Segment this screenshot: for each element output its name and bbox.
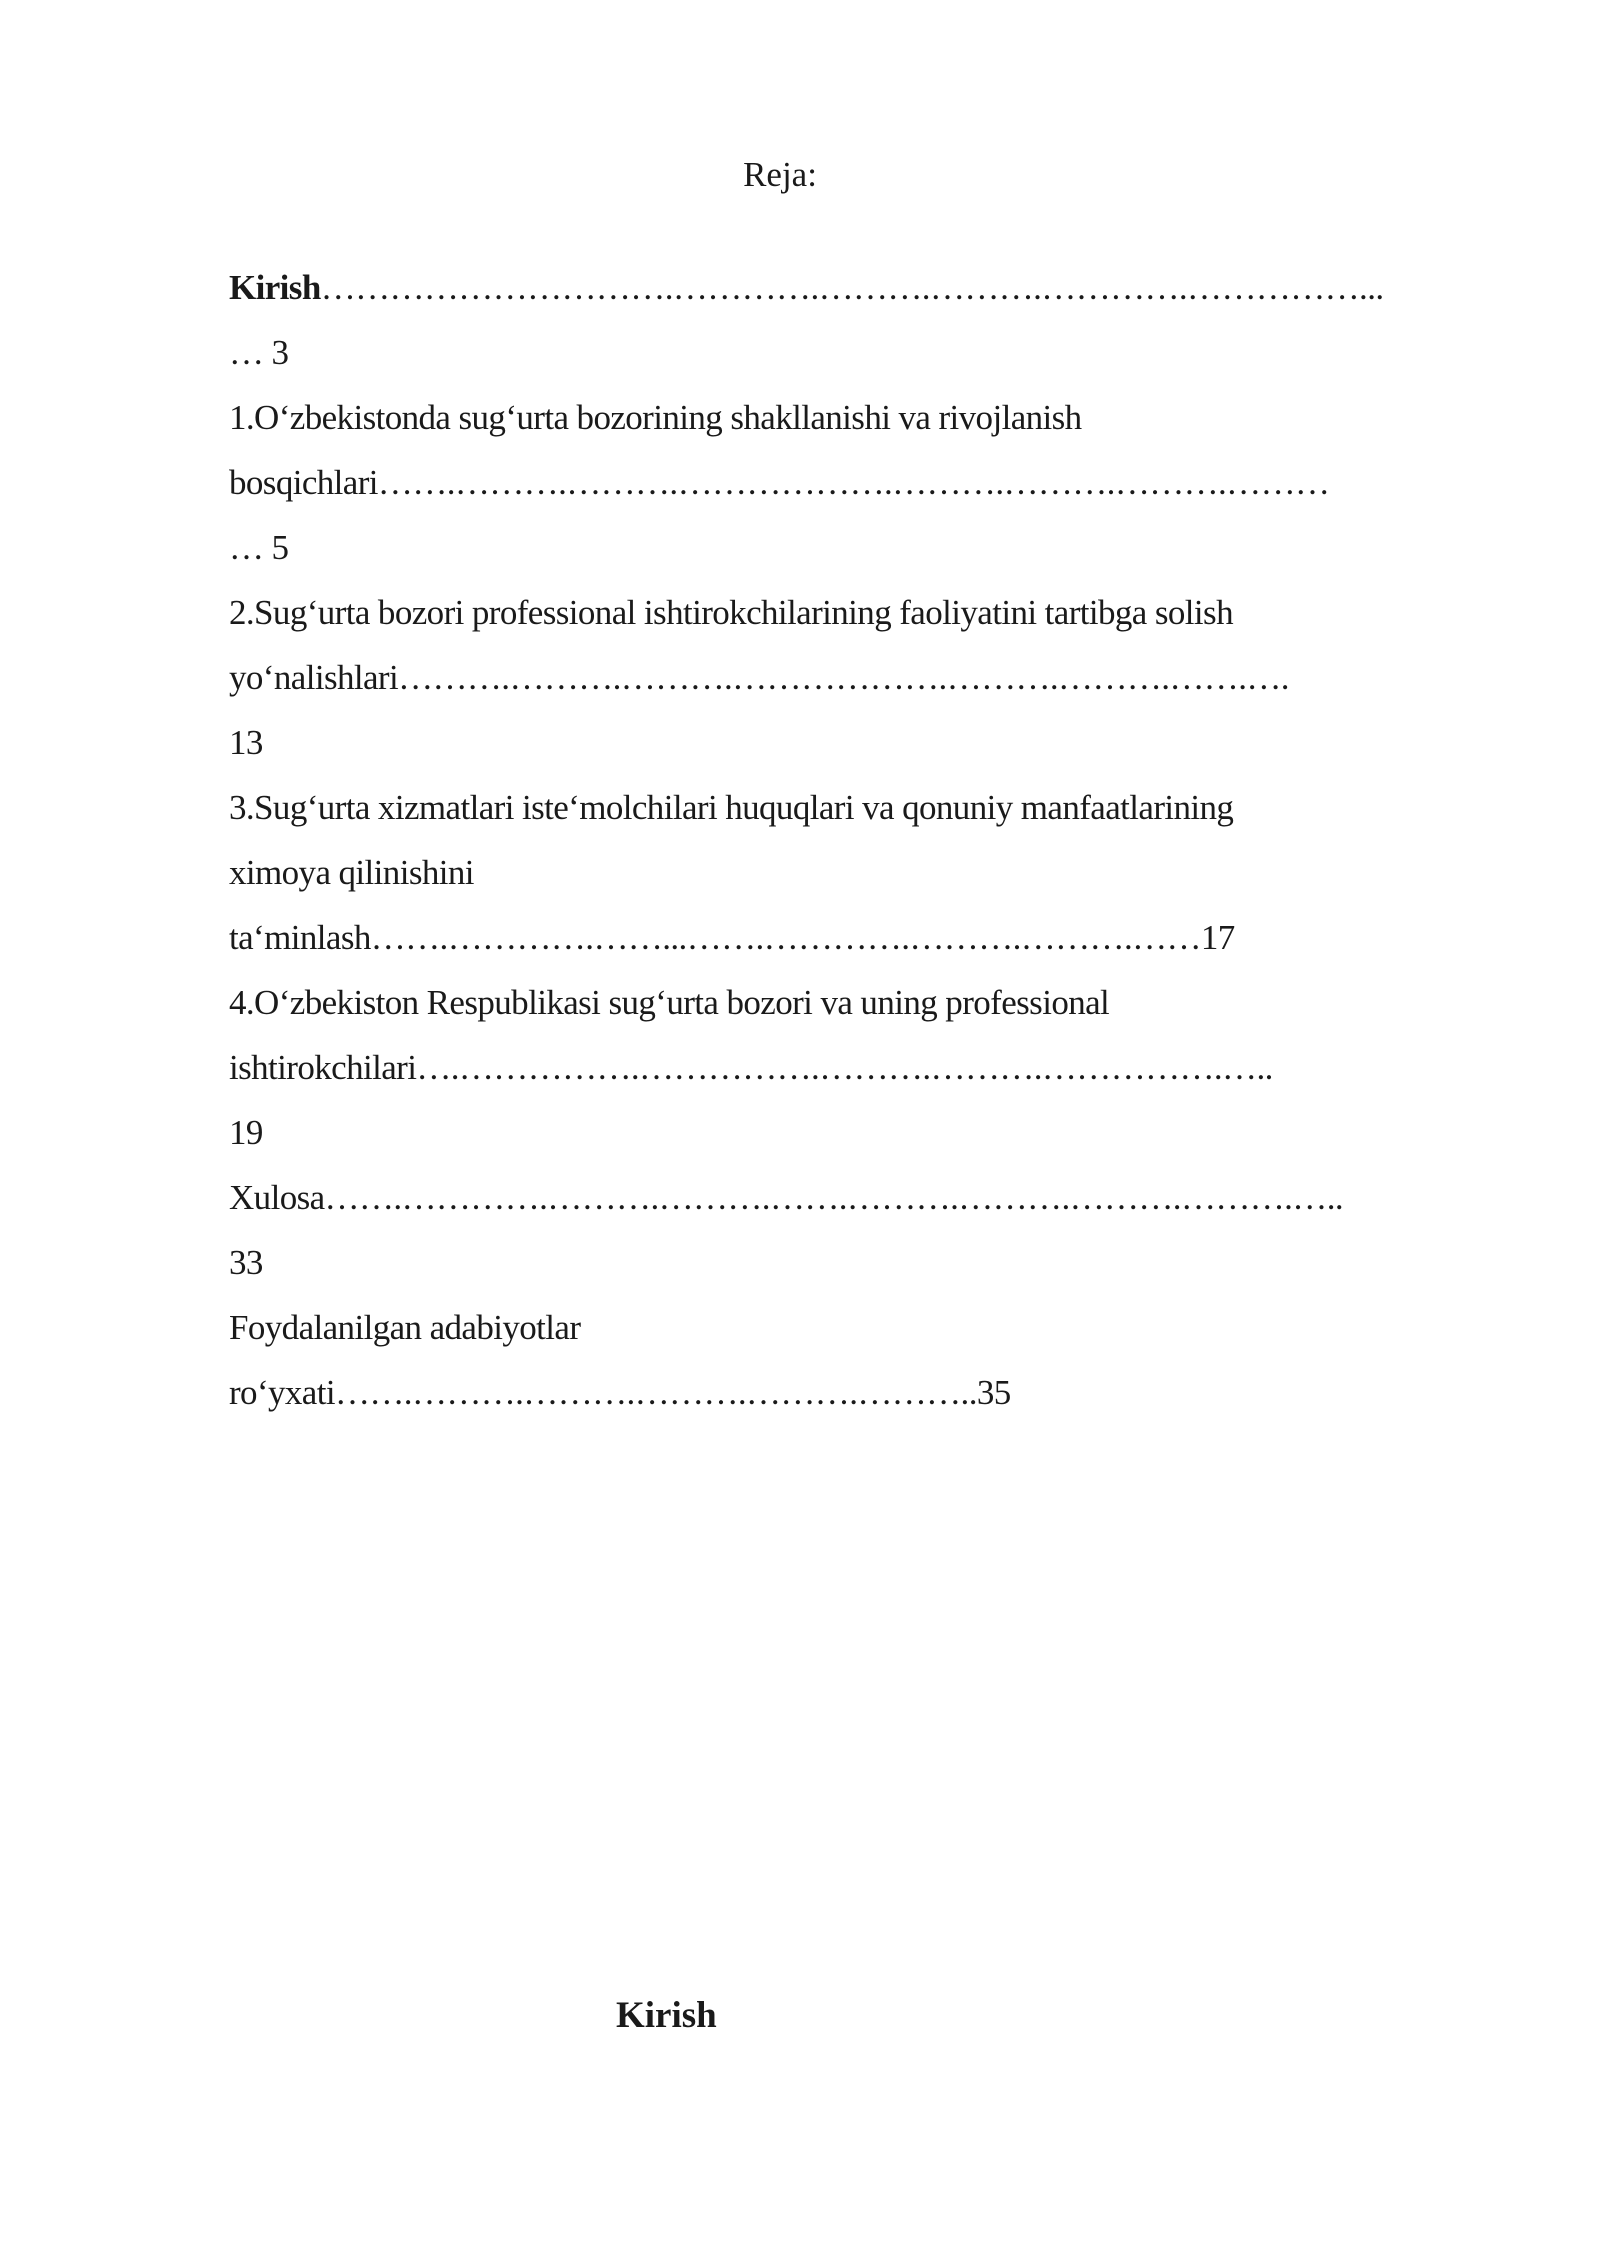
- toc-entry-leader: ………………………….………….……….……….………….……………...: [320, 268, 1384, 307]
- toc-line: 2.Sug‘urta bozori professional ishtirokchilarining faoliyatini tartibga solish: [229, 593, 1233, 632]
- toc-line: ishtirokchilari….…………….…………….……….……….…………….…..: [229, 1048, 1273, 1087]
- toc-line: Foydalanilgan adabiyotlar: [229, 1308, 581, 1347]
- toc-line: … 3: [229, 333, 289, 372]
- toc-line: yo‘nalishlari……….……….……….……………….……….……….…….….: [229, 658, 1289, 697]
- toc-line: 33: [229, 1243, 263, 1282]
- toc-line: 13: [229, 723, 263, 762]
- page-title: Reja:: [743, 155, 817, 194]
- section-heading: Kirish: [616, 1995, 717, 2036]
- toc-line: ro‘yxati…….……….……….……….……….………..35: [229, 1373, 1011, 1412]
- toc-line: ta‘minlash…….………….……...…….………….……….……….……17: [229, 918, 1235, 957]
- toc-line: [229, 255, 1479, 320]
- toc-line: 4.O‘zbekiston Respublikasi sug‘urta bozori va uning professional: [229, 983, 1110, 1022]
- toc-line: … 5: [229, 528, 289, 567]
- toc-entry-text: Kirish: [229, 268, 321, 307]
- toc-line: ximoya qilinishini: [229, 853, 474, 892]
- toc-line: 19: [229, 1113, 263, 1152]
- toc-line: 1.O‘zbekistonda sug‘urta bozorining shakllanishi va rivojlanish: [229, 398, 1082, 437]
- table-of-contents: [229, 255, 1479, 1425]
- toc-line: Xulosa…….………….……….……….…….……….……….……….……….…..: [229, 1178, 1344, 1217]
- toc-line: bosqichlari…….……….……….……………….……….……….……….………: [229, 463, 1330, 502]
- toc-line: 3.Sug‘urta xizmatlari iste‘molchilari huquqlari va qonuniy manfaatlarining: [229, 788, 1234, 827]
